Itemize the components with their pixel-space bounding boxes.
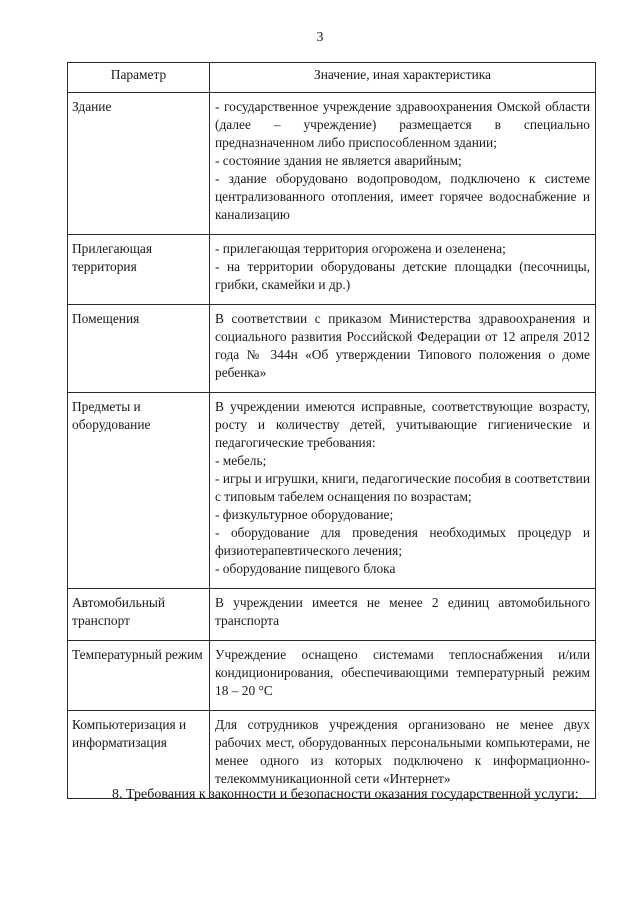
value-line: - здание оборудовано водопроводом, подключено к системе централизованного отопления, имеет горячее водоснабжение и канализацию bbox=[215, 171, 590, 222]
param-premises: Помещения bbox=[68, 305, 210, 393]
value-line: - состояние здания не является аварийным; bbox=[215, 153, 462, 168]
table-row bbox=[68, 235, 596, 305]
value-transport bbox=[210, 589, 596, 641]
value-line: - игры и игрушки, книги, педагогические пособия в соответствии с типовым табелем оснащения по возрастам; bbox=[215, 471, 590, 504]
table-header-row bbox=[68, 63, 596, 93]
param-equipment: Предметы и оборудование bbox=[68, 393, 210, 589]
value-premises bbox=[210, 305, 596, 393]
value-line: Учреждение оснащено системами теплоснабжения и/или кондиционирования, обеспечивающими температурный режим 18 – 20 °С bbox=[215, 647, 590, 698]
param-computerization: Компьютеризация и информатизация bbox=[68, 711, 210, 799]
value-line: - государственное учреждение здравоохранения Омской области (далее – учреждение) размещается в специально предназначенном либо приспособленном здании; bbox=[215, 99, 590, 150]
value-line: - прилегающая территория огорожена и озеленена; bbox=[215, 241, 506, 256]
value-line: - мебель; bbox=[215, 453, 267, 468]
param-building: Здание bbox=[68, 93, 210, 235]
param-transport: Автомобильный транспорт bbox=[68, 589, 210, 641]
value-building bbox=[210, 93, 596, 235]
header-param: Параметр bbox=[68, 63, 210, 93]
value-territory bbox=[210, 235, 596, 305]
value-line: Для сотрудников учреждения организовано не менее двух рабочих мест, оборудованных персональными компьютерами, не менее одного из которых подключено к информационно-телекоммуникационной сети «Интернет» bbox=[215, 717, 590, 786]
section-8-heading: 8. Требования к законности и безопасности оказания государственной услуги: bbox=[112, 787, 579, 802]
value-line: - физкультурное оборудование; bbox=[215, 507, 394, 522]
value-temperature bbox=[210, 641, 596, 711]
value-line: В учреждении имеются исправные, соответствующие возрасту, росту и количеству детей, учитывающие гигиенические и педагогические требования: bbox=[215, 399, 590, 450]
parameters-table bbox=[67, 62, 596, 799]
param-temperature: Температурный режим bbox=[68, 641, 210, 711]
value-line: - оборудование пищевого блока bbox=[215, 561, 396, 576]
value-line: В учреждении имеется не менее 2 единиц автомобильного транспорта bbox=[215, 595, 590, 628]
value-line: В соответствии с приказом Министерства здравоохранения и социального развития Российской Федерации от 12 апреля 2012 года № 344н «Об утверждении Типового положения о доме ребенка» bbox=[215, 311, 590, 380]
table-row bbox=[68, 589, 596, 641]
table-row bbox=[68, 305, 596, 393]
table-row bbox=[68, 641, 596, 711]
table-row bbox=[68, 93, 596, 235]
value-equipment bbox=[210, 393, 596, 589]
param-territory: Прилегающая территория bbox=[68, 235, 210, 305]
value-line: - оборудование для проведения необходимых процедур и физиотерапевтического лечения; bbox=[215, 525, 590, 558]
value-line: - на территории оборудованы детские площадки (песочницы, грибки, скамейки и др.) bbox=[215, 259, 590, 292]
table-row bbox=[68, 393, 596, 589]
header-value: Значение, иная характеристика bbox=[210, 63, 596, 93]
page-number: 3 bbox=[316, 30, 324, 45]
